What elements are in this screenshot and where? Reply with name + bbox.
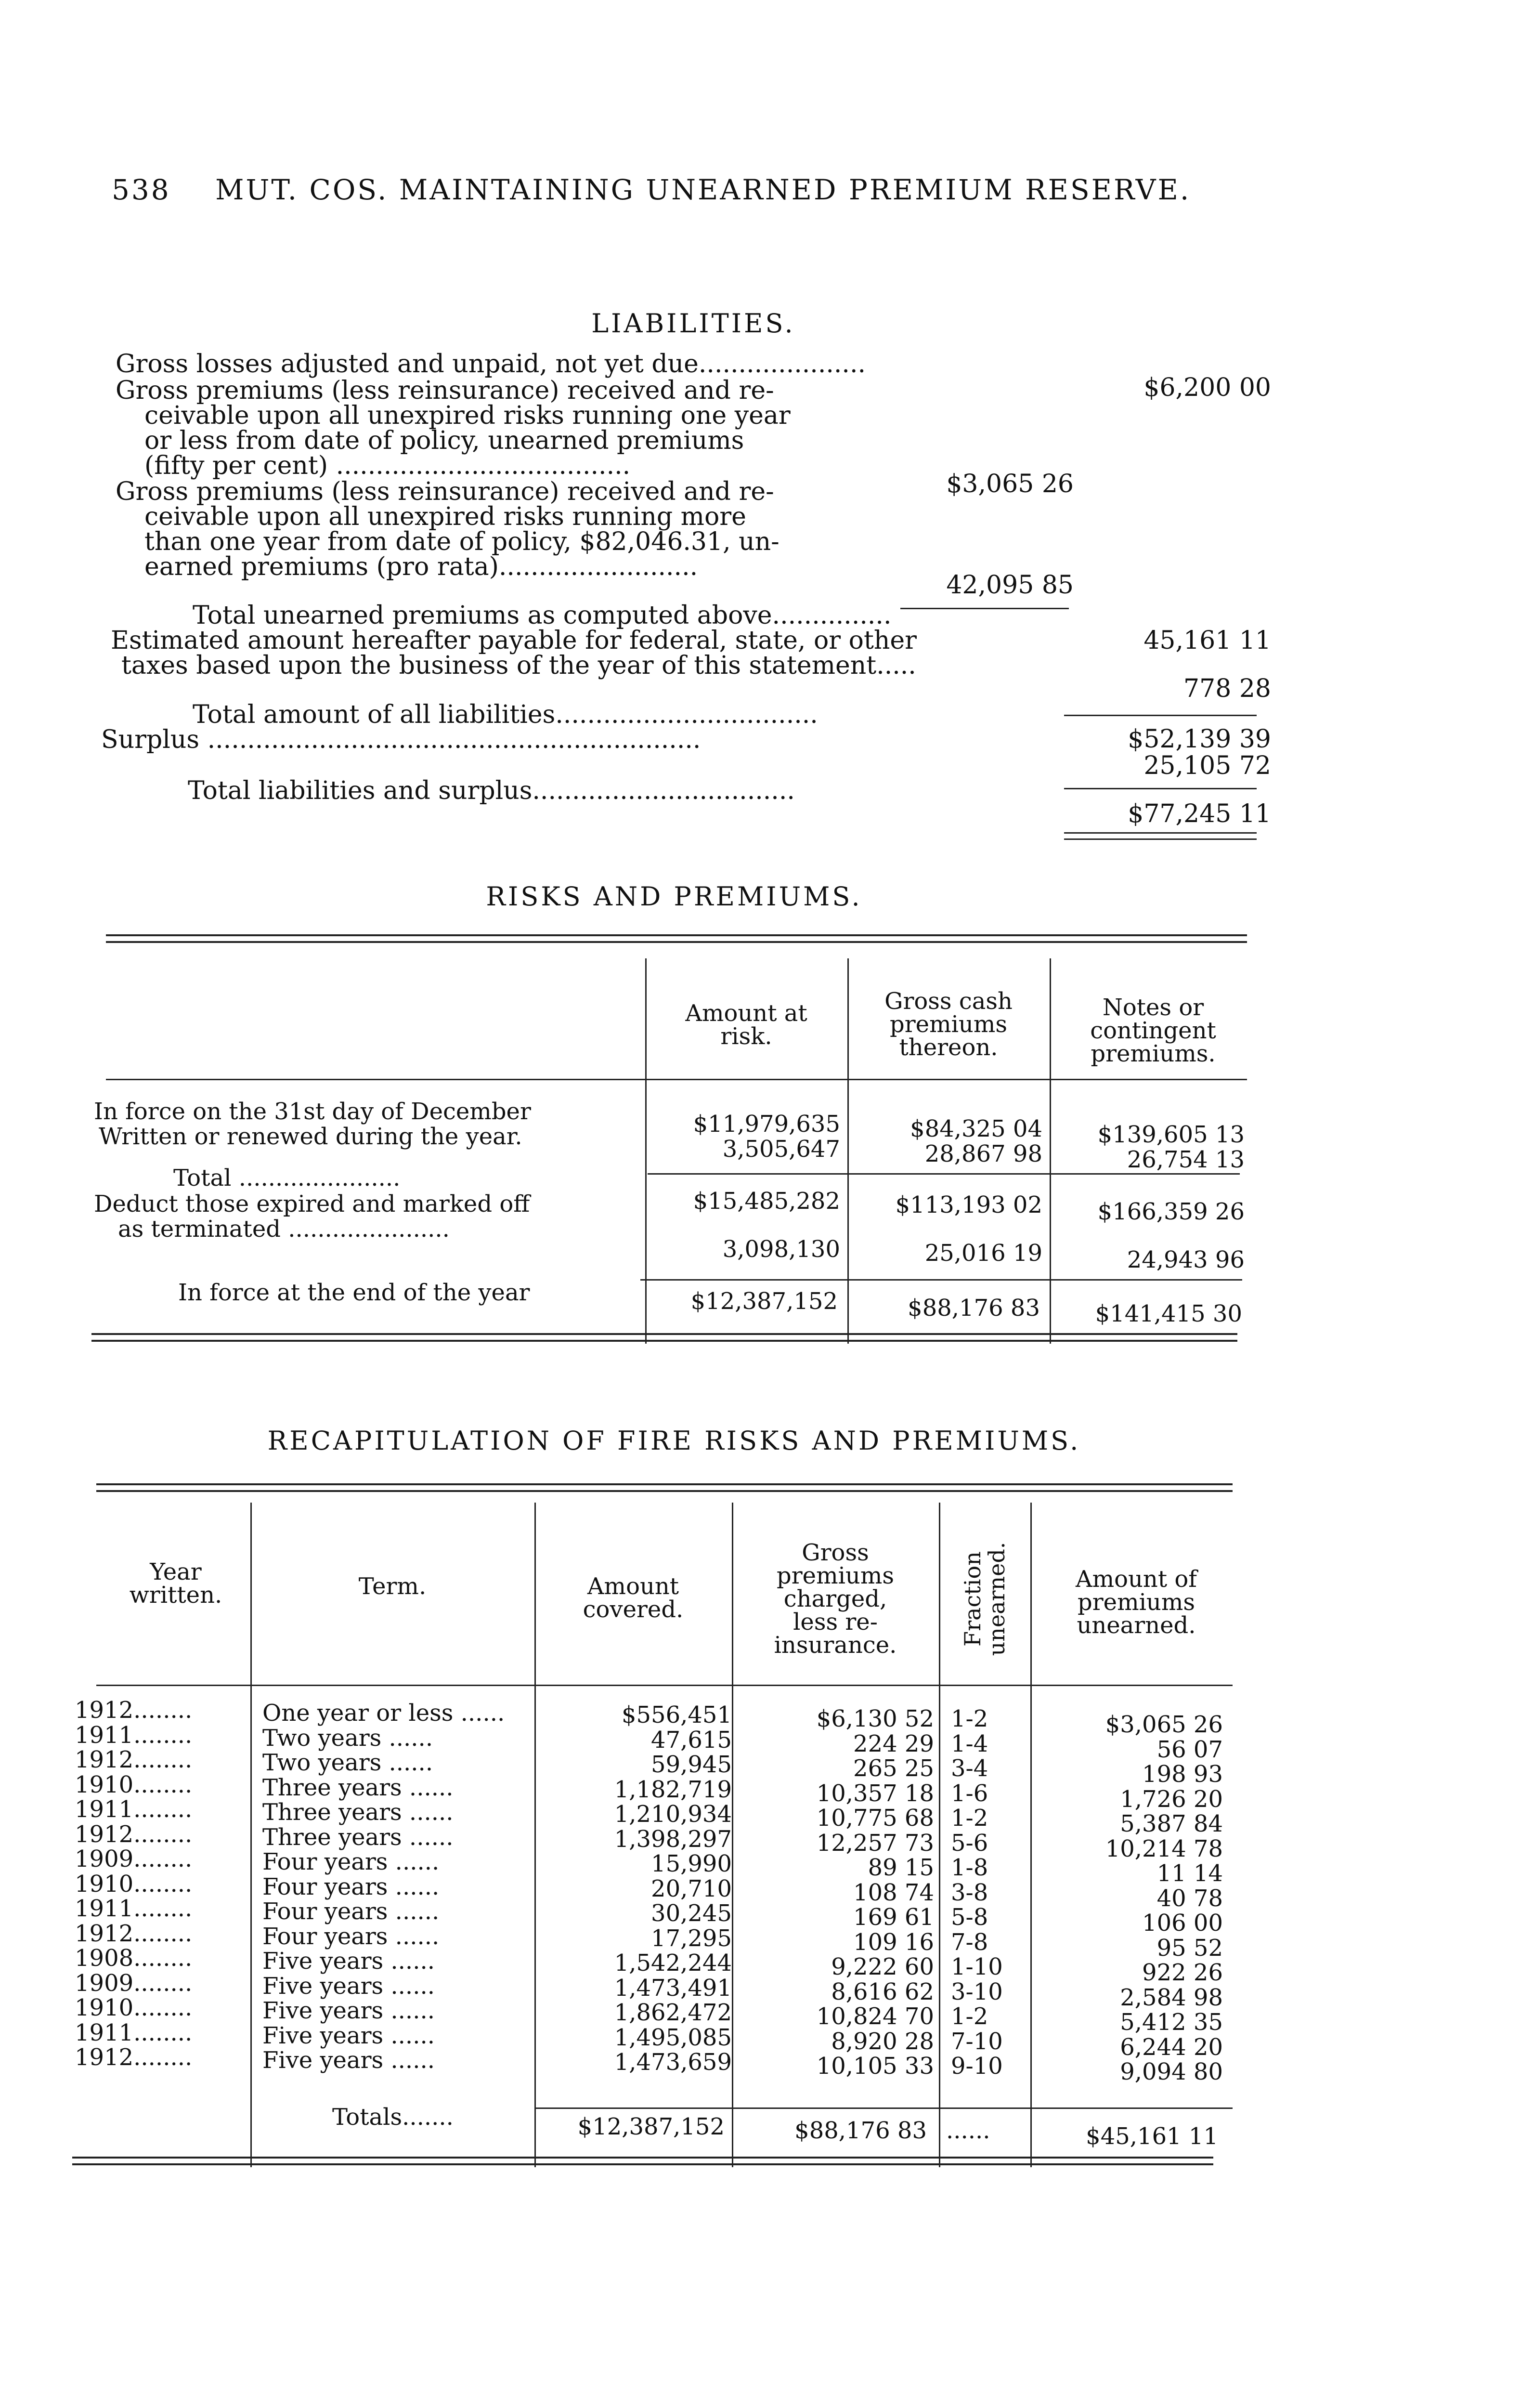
recap-cell-term: Four years ...... <box>262 1848 440 1875</box>
risks-row-notes: $166,359 26 <box>1097 1198 1245 1225</box>
risks-row-notes: $141,415 30 <box>1095 1300 1242 1327</box>
recap-cell-amount: 1,542,244 <box>614 1950 732 1976</box>
recap-cell-fraction: 1-4 <box>951 1730 988 1757</box>
recap-cell-gross: 89 15 <box>868 1854 934 1881</box>
recap-bottom-rule <box>72 2157 1213 2159</box>
recap-cell-unearned: 10,214 78 <box>1105 1835 1223 1862</box>
recap-cell-amount: $556,451 <box>621 1701 732 1728</box>
recap-cell-year: 1909........ <box>75 1845 193 1872</box>
surplus-amount: 25,105 72 <box>1143 751 1271 780</box>
recap-cell-year: 1911........ <box>75 1895 193 1922</box>
recap-cell-amount: 15,990 <box>651 1850 732 1877</box>
recap-cell-term: Two years ...... <box>262 1749 433 1776</box>
recap-cell-year: 1910........ <box>75 1994 193 2021</box>
page-header <box>112 173 1191 206</box>
gross-losses-amount: $6,200 00 <box>1143 373 1271 402</box>
recap-cell-amount: 1,862,472 <box>614 1999 732 2026</box>
gross-losses-label: Gross losses adjusted and unpaid, not yet due..................... <box>116 350 866 379</box>
recap-totals-label: Totals....... <box>332 2104 454 2131</box>
risks-row-label: Deduct those expired and marked off as terminated ...................... <box>94 1191 530 1243</box>
risks-col-amount-header: Amount at risk. <box>685 1000 807 1050</box>
premiums-one-year-text: Gross premiums (less reinsurance) received and re- ceivable upon all unexpired risks running one year or less from date of policy, unearned premiums (fifty per cent) ..................................... <box>116 376 791 480</box>
double-rule <box>1064 832 1257 840</box>
recap-cell-amount: 17,295 <box>651 1924 732 1952</box>
recap-cell-unearned: $3,065 26 <box>1105 1711 1223 1738</box>
recap-cell-term: One year or less ...... <box>262 1700 505 1727</box>
recap-cell-gross: 10,357 18 <box>816 1780 934 1807</box>
recap-cell-fraction: 7-10 <box>951 2028 1003 2055</box>
page-title: MUT. COS. MAINTAINING UNEARNED PREMIUM RESERVE. <box>215 173 1191 206</box>
risks-col-cash-header: Gross cash premiums thereon. <box>884 988 1013 1061</box>
recap-cell-fraction: 1-8 <box>951 1854 988 1881</box>
recap-cell-term: Four years ...... <box>262 1923 440 1950</box>
risks-top-rule-2 <box>106 941 1247 943</box>
recap-cell-fraction: 3-4 <box>951 1755 988 1782</box>
recap-col-term-header: Term. <box>358 1573 427 1600</box>
recap-cell-fraction: 3-10 <box>951 1978 1003 2005</box>
risks-row-amount: $11,979,635 <box>693 1111 840 1138</box>
risks-row-cash: 25,016 19 <box>924 1240 1042 1267</box>
recap-cell-unearned: 9,094 80 <box>1120 2058 1223 2085</box>
risks-col-notes-header: Notes or contingent premiums. <box>1090 994 1216 1067</box>
recap-cell-gross: 10,105 33 <box>816 2053 934 2080</box>
premiums-more-amount: 42,095 85 <box>946 571 1074 600</box>
risks-row-cash: $88,176 83 <box>908 1295 1040 1322</box>
recap-cell-gross: 108 74 <box>853 1879 934 1906</box>
recap-cell-fraction: 1-2 <box>951 1805 988 1832</box>
recap-cell-year: 1911........ <box>75 2019 193 2046</box>
risks-row-notes: 26,754 13 <box>1127 1146 1245 1173</box>
subtotal-rule <box>900 608 1069 609</box>
recap-cell-year: 1912........ <box>75 1697 193 1724</box>
recap-cell-fraction: 1-2 <box>951 1705 988 1732</box>
recap-cell-term: Three years ...... <box>262 1823 454 1851</box>
recap-cell-year: 1911........ <box>75 1796 193 1823</box>
recap-cell-gross: 12,257 73 <box>816 1829 934 1857</box>
recap-cell-year: 1912........ <box>75 1920 193 1947</box>
recap-cell-amount: 1,182,719 <box>614 1776 732 1803</box>
recap-cell-fraction: 1-10 <box>951 1953 1003 1980</box>
risks-bottom-rule <box>91 1333 1237 1335</box>
recap-col-gross-header: Gross premiums charged, less re- insurance. <box>774 1539 897 1659</box>
recap-cell-amount: 1,473,491 <box>614 1974 732 2002</box>
recap-cell-unearned: 56 07 <box>1156 1736 1223 1763</box>
recap-cell-unearned: 2,584 98 <box>1120 1984 1223 2011</box>
recap-cell-term: Three years ...... <box>262 1774 454 1801</box>
recap-cell-gross: 169 61 <box>853 1904 934 1931</box>
risks-header-rule <box>106 1079 1247 1080</box>
recap-cell-term: Five years ...... <box>262 1997 435 2024</box>
recap-col-unearned-header: Amount of premiums unearned. <box>1075 1566 1197 1639</box>
recap-cell-gross: 10,775 68 <box>816 1805 934 1832</box>
risks-top-rule <box>106 934 1247 936</box>
premiums-more-text: Gross premiums (less reinsurance) received and re- ceivable upon all unexpired risks running more than one year from date of policy, $82,046.31, un- earned premiums (pro rata)......................... <box>116 477 779 581</box>
recap-cell-gross: 109 16 <box>853 1928 934 1956</box>
total-liabilities-amount: $52,139 39 <box>1128 725 1271 754</box>
risks-row-notes: $139,605 13 <box>1097 1121 1245 1148</box>
recap-top-rule-2 <box>96 1490 1233 1492</box>
recap-cell-fraction: 3-8 <box>951 1879 988 1906</box>
recap-cell-fraction: 1-2 <box>951 2003 988 2030</box>
recap-totals-amount: $12,387,152 <box>577 2113 725 2140</box>
recap-cell-gross: 10,824 70 <box>816 2003 934 2030</box>
recap-cell-term: Four years ...... <box>262 1898 440 1925</box>
recap-cell-unearned: 95 52 <box>1156 1934 1223 1962</box>
recap-cell-unearned: 5,412 35 <box>1120 2009 1223 2036</box>
estimated-taxes-text: Estimated amount hereafter payable for federal, state, or other taxes based upon the business of the year of this statement..... <box>111 626 917 680</box>
recap-cell-amount: 20,710 <box>651 1875 732 1902</box>
recap-cell-amount: 1,210,934 <box>614 1801 732 1828</box>
surplus-rule <box>1064 788 1257 789</box>
recap-col-year-header: Year written. <box>129 1558 222 1609</box>
recap-cell-year: 1910........ <box>75 1771 193 1798</box>
risks-row-amount: $15,485,282 <box>693 1188 840 1215</box>
recap-cell-unearned: 11 14 <box>1156 1860 1223 1887</box>
risks-final-rule <box>640 1279 1242 1281</box>
recap-cell-unearned: 6,244 20 <box>1120 2033 1223 2061</box>
liabilities-heading: LIABILITIES. <box>591 308 795 339</box>
recap-cell-gross: 8,920 28 <box>831 2028 934 2055</box>
estimated-taxes-amount: 778 28 <box>1183 674 1271 703</box>
recap-cell-gross: 9,222 60 <box>831 1953 934 1980</box>
recap-totals-rule <box>534 2107 1233 2109</box>
recap-col-amount-header: Amount covered. <box>583 1573 684 1623</box>
risks-row-amount: 3,505,647 <box>722 1136 840 1163</box>
risks-heading: RISKS AND PREMIUMS. <box>486 881 862 912</box>
recap-cell-year: 1911........ <box>75 1721 193 1749</box>
total-unearned-amount: 45,161 11 <box>1143 626 1271 655</box>
risks-bottom-rule-2 <box>91 1340 1237 1342</box>
recap-cell-amount: 1,473,659 <box>614 2049 732 2076</box>
recap-cell-year: 1912........ <box>75 2044 193 2071</box>
risks-row-cash: 28,867 98 <box>924 1140 1042 1167</box>
recap-cell-year: 1908........ <box>75 1945 193 1972</box>
total-liabilities-surplus-label: Total liabilities and surplus................................. <box>188 776 795 805</box>
recap-cell-fraction: 1-6 <box>951 1780 988 1807</box>
risks-row-label: Total ...................... <box>173 1165 401 1191</box>
risks-row-label: In force at the end of the year <box>178 1279 530 1306</box>
recap-cell-fraction: 9-10 <box>951 2053 1003 2080</box>
recap-cell-amount: 30,245 <box>651 1900 732 1927</box>
recap-cell-year: 1910........ <box>75 1870 193 1898</box>
recap-cell-term: Two years ...... <box>262 1724 433 1752</box>
recap-totals-gross: $88,176 83 <box>794 2117 927 2144</box>
recap-col-divider-1 <box>250 1503 252 2167</box>
recap-cell-amount: 47,615 <box>651 1726 732 1754</box>
recap-cell-term: Five years ...... <box>262 1972 435 2000</box>
recap-cell-unearned: 922 26 <box>1142 1959 1223 1986</box>
recap-cell-fraction: 5-6 <box>951 1829 988 1857</box>
recap-cell-amount: 1,495,085 <box>614 2024 732 2051</box>
recap-heading: RECAPITULATION OF FIRE RISKS AND PREMIUMS. <box>267 1426 1081 1456</box>
total-unearned-label: Total unearned premiums as computed above............... <box>193 601 892 630</box>
recap-header-rule <box>96 1685 1233 1686</box>
recap-cell-fraction: 5-8 <box>951 1904 988 1931</box>
recap-cell-gross: 224 29 <box>853 1730 934 1757</box>
recap-col-fraction-header: Fraction unearned. <box>960 1542 1010 1656</box>
risks-row-label: Written or renewed during the year. <box>99 1123 522 1150</box>
risks-row-cash: $84,325 04 <box>910 1115 1042 1142</box>
risks-row-amount: $12,387,152 <box>690 1288 838 1315</box>
risks-row-label: In force on the 31st day of December <box>94 1098 531 1125</box>
risks-row-amount: 3,098,130 <box>722 1236 840 1263</box>
recap-cell-amount: 59,945 <box>651 1751 732 1778</box>
page-number: 538 <box>112 173 171 206</box>
recap-cell-unearned: 40 78 <box>1156 1885 1223 1912</box>
premiums-one-year-amount: $3,065 26 <box>946 470 1074 498</box>
recap-cell-term: Five years ...... <box>262 1948 435 1975</box>
risks-total-rule <box>648 1173 1240 1175</box>
recap-top-rule <box>96 1483 1233 1485</box>
recap-cell-unearned: 5,387 84 <box>1120 1810 1223 1837</box>
risks-row-notes: 24,943 96 <box>1127 1246 1245 1273</box>
recap-totals-unearned: $45,161 11 <box>1086 2123 1218 2150</box>
recap-bottom-rule-2 <box>72 2163 1213 2165</box>
liabilities-rule <box>1064 715 1257 716</box>
total-liabilities-label: Total amount of all liabilities................................. <box>193 700 818 729</box>
recap-cell-unearned: 106 00 <box>1142 1910 1223 1937</box>
recap-cell-term: Three years ...... <box>262 1799 454 1826</box>
recap-cell-gross: 265 25 <box>853 1755 934 1782</box>
recap-cell-year: 1912........ <box>75 1746 193 1773</box>
risks-row-cash: $113,193 02 <box>895 1191 1042 1218</box>
recap-cell-unearned: 198 93 <box>1142 1761 1223 1788</box>
recap-cell-year: 1909........ <box>75 1969 193 1997</box>
total-liabilities-surplus-amount: $77,245 11 <box>1128 799 1271 828</box>
recap-col-divider-4 <box>939 1503 940 2167</box>
risks-col-divider-1 <box>645 958 647 1344</box>
recap-cell-term: Five years ...... <box>262 2022 435 2049</box>
recap-cell-year: 1912........ <box>75 1820 193 1848</box>
risks-col-divider-3 <box>1050 958 1051 1344</box>
recap-cell-gross: 8,616 62 <box>831 1978 934 2005</box>
risks-col-divider-2 <box>847 958 849 1344</box>
recap-cell-amount: 1,398,297 <box>614 1825 732 1853</box>
recap-cell-gross: $6,130 52 <box>816 1705 934 1732</box>
recap-cell-term: Five years ...... <box>262 2047 435 2074</box>
recap-cell-term: Four years ...... <box>262 1873 440 1900</box>
recap-cell-fraction: 7-8 <box>951 1928 988 1956</box>
recap-cell-unearned: 1,726 20 <box>1120 1785 1223 1813</box>
surplus-label: Surplus .............................................................. <box>101 725 701 754</box>
recap-totals-fraction: ...... <box>946 2117 990 2144</box>
